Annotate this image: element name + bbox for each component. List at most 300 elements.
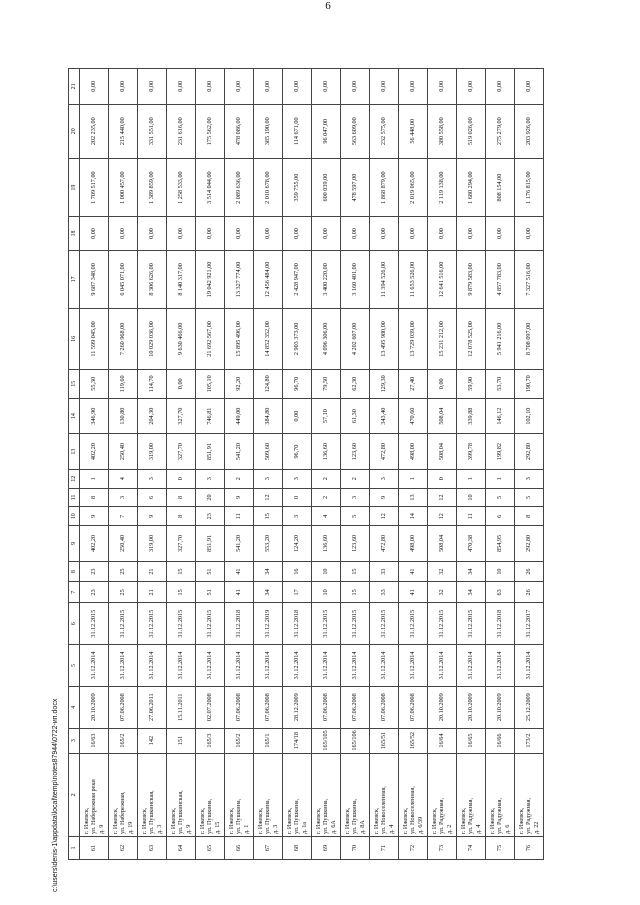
table-cell: 11 599 045,00 (80, 309, 109, 370)
table-cell: 61,30 (341, 398, 370, 433)
table-cell: 3 (370, 469, 399, 488)
table-cell: 470,60 (399, 398, 428, 433)
column-header: 7 (69, 582, 80, 603)
table-cell: 23 (80, 582, 109, 603)
page-number: 6 (325, 0, 331, 12)
table-cell: 0,00 (109, 69, 138, 105)
table-cell: 327,70 (167, 398, 196, 433)
address-cell: г. Ижевск, ул. Радужная, д. 22 (515, 753, 544, 836)
address-cell: г. Ижевск, ул. Радужная, д. 6 (486, 753, 515, 836)
address-cell: г. Ижевск, ул. Пушкина, д. 3 (254, 753, 283, 836)
table-cell: 0,00 (370, 217, 399, 250)
table-cell: 553,20 (254, 526, 283, 561)
table-cell: 27,40 (399, 369, 428, 398)
table-cell: 190,70 (515, 369, 544, 398)
table-cell: 6 (486, 507, 515, 526)
table-cell: 2 010 678,00 (254, 158, 283, 216)
table-cell: 41 (399, 582, 428, 603)
table-cell: 0,00 (167, 369, 196, 398)
table-cell: 0,00 (515, 217, 544, 250)
table-cell: 31.12.2014 (80, 645, 109, 687)
table-cell: 508,04 (428, 434, 457, 469)
table-cell: 250,40 (109, 434, 138, 469)
table-cell: 07.06.2008 (399, 686, 428, 728)
table-cell: 31.12.2019 (254, 603, 283, 645)
table-cell: 31.12.2014 (254, 645, 283, 687)
table-cell: 16/64 (428, 728, 457, 753)
table-cell: 1 (486, 469, 515, 488)
rotated-table-container (68, 68, 588, 860)
table-cell: 8 (167, 507, 196, 526)
table-cell: 2 (312, 488, 341, 507)
table-cell: 07.06.2008 (312, 686, 341, 728)
table-cell: 232 575,00 (370, 104, 399, 158)
table-cell: 31.12.2015 (109, 603, 138, 645)
table-cell: 31.12.2018 (283, 603, 312, 645)
table-cell: 31.12.2015 (312, 603, 341, 645)
table-cell: 12 (428, 507, 457, 526)
table-cell: 6 (138, 488, 167, 507)
table-cell: 2 428 947,00 (283, 250, 312, 308)
table-cell: 41 (225, 582, 254, 603)
table-cell: 0,00 (196, 217, 225, 250)
table-cell: 75 (486, 837, 515, 860)
table-cell: 4 202 607,00 (341, 309, 370, 370)
table-cell: 136,60 (312, 434, 341, 469)
table-cell: 854,95 (486, 526, 515, 561)
table-cell: 12 (254, 488, 283, 507)
table-cell: 31.12.2014 (399, 645, 428, 687)
table-cell: 5 (515, 488, 544, 507)
table-cell: 0,00 (283, 398, 312, 433)
table-cell: 76 (515, 837, 544, 860)
table-cell: 2 (341, 469, 370, 488)
table-cell: 331 551,00 (138, 104, 167, 158)
table-cell: 0,00 (457, 69, 486, 105)
table-cell: 1 000 457,00 (109, 158, 138, 216)
table-cell: 0,00 (80, 69, 109, 105)
table-cell: 11 653 526,00 (399, 250, 428, 308)
table-cell: 51 (196, 582, 225, 603)
column-header: 12 (69, 469, 80, 488)
table-row (486, 69, 515, 860)
table-cell: 31.12.2015 (138, 603, 167, 645)
table-cell: 13 495 980,00 (370, 309, 399, 370)
table-cell: 20.10.2009 (486, 686, 515, 728)
table-cell: 385 190,00 (254, 104, 283, 158)
column-header: 9 (69, 526, 80, 561)
address-cell: г. Ижевск, ул. Пушкина, д. 1 (225, 753, 254, 836)
table-cell: 0,00 (167, 69, 196, 105)
table-cell: 12 641 516,00 (428, 250, 457, 308)
table-cell: 07.06.2008 (254, 686, 283, 728)
column-header: 4 (69, 686, 80, 728)
table-cell: 541,20 (225, 526, 254, 561)
address-cell: г. Ижевск, ул. Пушкинская, д. 9 (167, 753, 196, 836)
table-cell: 123,60 (341, 434, 370, 469)
table-cell: 0,00 (399, 217, 428, 250)
table-cell: 165/3 (196, 728, 225, 753)
table-cell: 123,60 (341, 526, 370, 561)
table-cell: 34 (254, 561, 283, 582)
table-cell: 12 (370, 507, 399, 526)
table-cell: 16/63 (80, 728, 109, 753)
table-cell: 41 (399, 561, 428, 582)
table-cell: 165/1 (254, 728, 283, 753)
table-cell: 231 616,00 (167, 104, 196, 158)
table-cell: 0,00 (254, 217, 283, 250)
table-cell: 2 (225, 469, 254, 488)
table-cell: 165/2 (109, 728, 138, 753)
table-cell: 31.12.2015 (457, 603, 486, 645)
table-cell: 9 (138, 507, 167, 526)
table-cell: 472,80 (370, 526, 399, 561)
table-cell: 250,40 (109, 526, 138, 561)
table-cell: 509,60 (254, 434, 283, 469)
table-cell: 4 (109, 469, 138, 488)
table-cell: 31.12.2014 (167, 645, 196, 687)
table-cell: 498,00 (399, 434, 428, 469)
table-cell: 2 019 065,00 (399, 158, 428, 216)
column-header: 8 (69, 561, 80, 582)
column-header: 11 (69, 488, 80, 507)
address-cell: г. Ижевск, ул. Новоселенная, д. 4 (370, 753, 399, 836)
table-cell: 508,04 (428, 526, 457, 561)
address-cell: г. Ижевск, ул. Пушкина, д. 1а (283, 753, 312, 836)
table-cell: 0,00 (225, 217, 254, 250)
table-cell: 124,20 (283, 526, 312, 561)
table-cell: 0,00 (486, 69, 515, 105)
table-cell: 31.12.2015 (167, 603, 196, 645)
table-cell: 327,70 (167, 526, 196, 561)
table-cell: 20.10.2009 (457, 686, 486, 728)
table-cell: 1 868 879,00 (370, 158, 399, 216)
table-cell: 215 440,00 (109, 104, 138, 158)
table-cell: 15 (167, 582, 196, 603)
table-cell: 327,70 (167, 434, 196, 469)
table-row (80, 69, 109, 860)
table-cell: 8 (80, 488, 109, 507)
table-cell: 07.06.2008 (341, 686, 370, 728)
table-cell: 851,91 (196, 434, 225, 469)
table-cell: 13 729 039,00 (399, 309, 428, 370)
table-cell: 31.12.2014 (283, 645, 312, 687)
table-cell: 31.12.2014 (109, 645, 138, 687)
table-cell: 92,20 (225, 369, 254, 398)
table-cell: 2 903 373,00 (283, 309, 312, 370)
table-cell: 3 (341, 488, 370, 507)
table-cell: 7 327 516,00 (515, 250, 544, 308)
table-cell: 15 895 496,00 (225, 309, 254, 370)
table-cell: 0,00 (196, 69, 225, 105)
table-cell: 56 448,00 (399, 104, 428, 158)
table-cell: 1 (399, 469, 428, 488)
table-cell: 31.12.2015 (80, 603, 109, 645)
table-cell: 31.12.2015 (370, 603, 399, 645)
table-row (312, 69, 341, 860)
table-cell: 11 (225, 507, 254, 526)
table-cell: 59,90 (457, 369, 486, 398)
table-cell: 31.12.2014 (138, 645, 167, 687)
table-cell: 478 597,00 (341, 158, 370, 216)
table-cell: 9 (370, 488, 399, 507)
header-row (69, 69, 80, 860)
column-header: 3 (69, 728, 80, 753)
table-cell: 19 042 921,00 (196, 250, 225, 308)
column-header: 14 (69, 398, 80, 433)
table-cell: 0 (167, 469, 196, 488)
table-cell: 41 (225, 561, 254, 582)
table-row (283, 69, 312, 860)
table-cell: 26 (515, 582, 544, 603)
column-header: 20 (69, 104, 80, 158)
address-cell: г. Ижевск, ул. Новоселенная, д. 6/39 (399, 753, 428, 836)
table-cell: 9 687 348,00 (80, 250, 109, 308)
table-cell: 808 154,00 (486, 158, 515, 216)
table-cell: 4 857 783,00 (486, 250, 515, 308)
table-cell: 27.06.2011 (138, 686, 167, 728)
table-cell: 67 (254, 837, 283, 860)
table-cell: 3 514 044,00 (196, 158, 225, 216)
table-cell: 70 (341, 837, 370, 860)
table-cell: 32 (428, 561, 457, 582)
table-cell: 0,00 (457, 217, 486, 250)
table-cell: 2 119 138,00 (428, 158, 457, 216)
table-cell: 0,00 (515, 69, 544, 105)
table-cell: 3 (515, 469, 544, 488)
address-cell: г. Ижевск, ул. Пушкина, д. 8А (341, 753, 370, 836)
column-header: 10 (69, 507, 80, 526)
table-cell: 175 562,00 (196, 104, 225, 158)
table-cell: 119,60 (109, 369, 138, 398)
column-header: 13 (69, 434, 80, 469)
table-cell: 3 (138, 469, 167, 488)
table-cell: 173/2 (515, 728, 544, 753)
table-cell: 114 671,00 (283, 104, 312, 158)
table-cell: 0,00 (428, 217, 457, 250)
table-cell: 142 (138, 728, 167, 753)
data-table (68, 68, 544, 860)
table-cell: 34 (254, 582, 283, 603)
table-cell: 31.12.2014 (196, 645, 225, 687)
table-cell: 600 039,00 (312, 158, 341, 216)
table-cell: 0,00 (486, 217, 515, 250)
table-cell: 402,20 (80, 434, 109, 469)
table-cell: 202 235,00 (80, 104, 109, 158)
table-cell: 0,00 (312, 217, 341, 250)
table-cell: 151 (167, 728, 196, 753)
table-cell: 9 879 583,00 (457, 250, 486, 308)
table-cell: 21 692 567,00 (196, 309, 225, 370)
table-cell: 3 (196, 469, 225, 488)
table-cell: 319,00 (138, 434, 167, 469)
table-cell: 55,30 (80, 369, 109, 398)
table-cell: 31.12.2014 (428, 645, 457, 687)
table-cell: 21 (138, 582, 167, 603)
table-cell: 472,80 (370, 434, 399, 469)
table-cell: 69 (312, 837, 341, 860)
table-cell: 339,88 (457, 398, 486, 433)
address-cell: г. Ижевск, ул. Радужная, д. 4 (457, 753, 486, 836)
table-cell: 0 (428, 469, 457, 488)
table-cell: 498,00 (399, 526, 428, 561)
table-cell: 0,00 (254, 69, 283, 105)
table-cell: 384,80 (254, 398, 283, 433)
table-cell: 8 306 626,00 (138, 250, 167, 308)
table-cell: 0,00 (138, 69, 167, 105)
table-cell: 63 (138, 837, 167, 860)
table-cell: 63 (486, 582, 515, 603)
table-cell: 0,00 (341, 69, 370, 105)
table-cell: 0,00 (283, 69, 312, 105)
table-cell: 20.10.2009 (428, 686, 457, 728)
table-cell: 9 (80, 507, 109, 526)
table-cell: 1 709 517,00 (80, 158, 109, 216)
table-cell: 136,60 (312, 526, 341, 561)
table-cell: 292,80 (515, 434, 544, 469)
table-cell: 0,00 (428, 369, 457, 398)
table-cell: 71 (370, 837, 399, 860)
table-cell: 15 (341, 582, 370, 603)
table-cell: 0,00 (138, 217, 167, 250)
table-cell: 07.06.2008 (225, 686, 254, 728)
table-cell: 2 (312, 469, 341, 488)
table-cell: 165/106 (341, 728, 370, 753)
table-cell: 15 (341, 561, 370, 582)
table-cell: 3 (283, 469, 312, 488)
table-cell: 1 176 815,00 (515, 158, 544, 216)
table-cell: 72 (399, 837, 428, 860)
table-cell: 16/66 (486, 728, 515, 753)
table-cell: 31.12.2014 (457, 645, 486, 687)
table-cell: 3 (283, 507, 312, 526)
table-cell: 12 456 484,00 (254, 250, 283, 308)
table-cell: 8 708 097,00 (515, 309, 544, 370)
table-cell: 0 (283, 488, 312, 507)
table-cell: 34 (457, 561, 486, 582)
address-cell: г. Ижевск, ул. Радужная, д. 2 (428, 753, 457, 836)
table-cell: 10 029 036,00 (138, 309, 167, 370)
table-cell: 275 279,00 (486, 104, 515, 158)
table-cell: 26 (515, 561, 544, 582)
table-row (196, 69, 225, 860)
table-cell: 563 609,00 (341, 104, 370, 158)
table-cell: 3 160 401,00 (341, 250, 370, 308)
table-cell: 31.12.2015 (428, 603, 457, 645)
column-header: 5 (69, 645, 80, 687)
table-cell: 0,00 (283, 217, 312, 250)
address-cell: г. Ижевск, ул. Набережная реки д. 9 (80, 753, 109, 836)
table-cell: 8 140 317,00 (167, 250, 196, 308)
table-row (457, 69, 486, 860)
table-cell: 292,80 (515, 526, 544, 561)
table-cell: 31.12.2014 (515, 645, 544, 687)
table-cell: 74 (457, 837, 486, 860)
table-cell: 33 (370, 561, 399, 582)
table-cell: 4 096 306,00 (312, 309, 341, 370)
table-cell: 0,00 (341, 217, 370, 250)
table-cell: 31.12.2015 (399, 603, 428, 645)
table-cell: 5 (341, 507, 370, 526)
table-cell: 0,00 (109, 217, 138, 250)
table-cell: 11 394 526,00 (370, 250, 399, 308)
table-cell: 31.12.2014 (225, 645, 254, 687)
table-cell: 8 (515, 507, 544, 526)
table-row (167, 69, 196, 860)
table-cell: 146,12 (486, 398, 515, 433)
table-cell: 31.12.2015 (341, 603, 370, 645)
table-cell: 204,30 (138, 398, 167, 433)
table-row (370, 69, 399, 860)
table-row (428, 69, 457, 860)
table-cell: 10 (486, 561, 515, 582)
address-cell: г. Ижевск, ул. Пушкинская, д. 3 (138, 753, 167, 836)
table-cell: 102,10 (515, 398, 544, 433)
table-cell: 73 (428, 837, 457, 860)
table-cell: 11 (457, 507, 486, 526)
address-cell: г. Ижевск, ул. Пушкина, д. 15 (196, 753, 225, 836)
table-cell: 3 400 220,00 (312, 250, 341, 308)
table-cell: 508,04 (428, 398, 457, 433)
table-cell: 2 089 636,00 (225, 158, 254, 216)
table-cell: 6 045 071,00 (109, 250, 138, 308)
address-cell: г. Ижевск, ул. Пушкина, д. 6А (312, 753, 341, 836)
table-cell: 96 047,00 (312, 104, 341, 158)
table-cell: 399,78 (457, 434, 486, 469)
column-header: 6 (69, 603, 80, 645)
table-cell: 130,80 (109, 398, 138, 433)
table-cell: 4 (312, 507, 341, 526)
table-cell: 7 260 968,00 (109, 309, 138, 370)
table-cell: 68 (283, 837, 312, 860)
table-cell: 3 (254, 469, 283, 488)
table-cell: 5 (486, 488, 515, 507)
table-cell: 470,38 (457, 526, 486, 561)
table-cell: 124,80 (254, 369, 283, 398)
table-cell: 96,70 (283, 434, 312, 469)
table-cell: 1 389 859,00 (138, 158, 167, 216)
table-cell: 64 (167, 837, 196, 860)
table-cell: 165/105 (312, 728, 341, 753)
table-cell: 380 558,00 (428, 104, 457, 158)
table-cell: 16 (283, 561, 312, 582)
table-cell: 0,00 (399, 69, 428, 105)
table-cell: 165/52 (399, 728, 428, 753)
table-cell: 62,30 (341, 369, 370, 398)
table-cell: 31.12.2014 (341, 645, 370, 687)
table-cell: 343,40 (370, 398, 399, 433)
table-cell: 34 (457, 582, 486, 603)
table-row (254, 69, 283, 860)
table-cell: 129,30 (370, 369, 399, 398)
table-cell: 0,00 (80, 217, 109, 250)
table-cell: 0,00 (370, 69, 399, 105)
table-cell: 10 (457, 488, 486, 507)
table-cell: 7 (109, 507, 138, 526)
address-cell: г. Ижевск, ул. Набережная, д. 19 (109, 753, 138, 836)
table-cell: 23 (80, 561, 109, 582)
table-cell: 10 (312, 582, 341, 603)
table-cell: 02.07.2008 (196, 686, 225, 728)
table-cell: 15 (254, 507, 283, 526)
table-cell: 851,91 (196, 526, 225, 561)
footer-file-path: c:\users\denis-1\appdata\local\temp\notes87944\0722-ип.docx (52, 698, 59, 892)
table-cell: 21 (138, 561, 167, 582)
table-cell: 1 (80, 469, 109, 488)
column-header: 21 (69, 69, 80, 105)
table-cell: 105,10 (196, 369, 225, 398)
table-cell: 0,00 (428, 69, 457, 105)
